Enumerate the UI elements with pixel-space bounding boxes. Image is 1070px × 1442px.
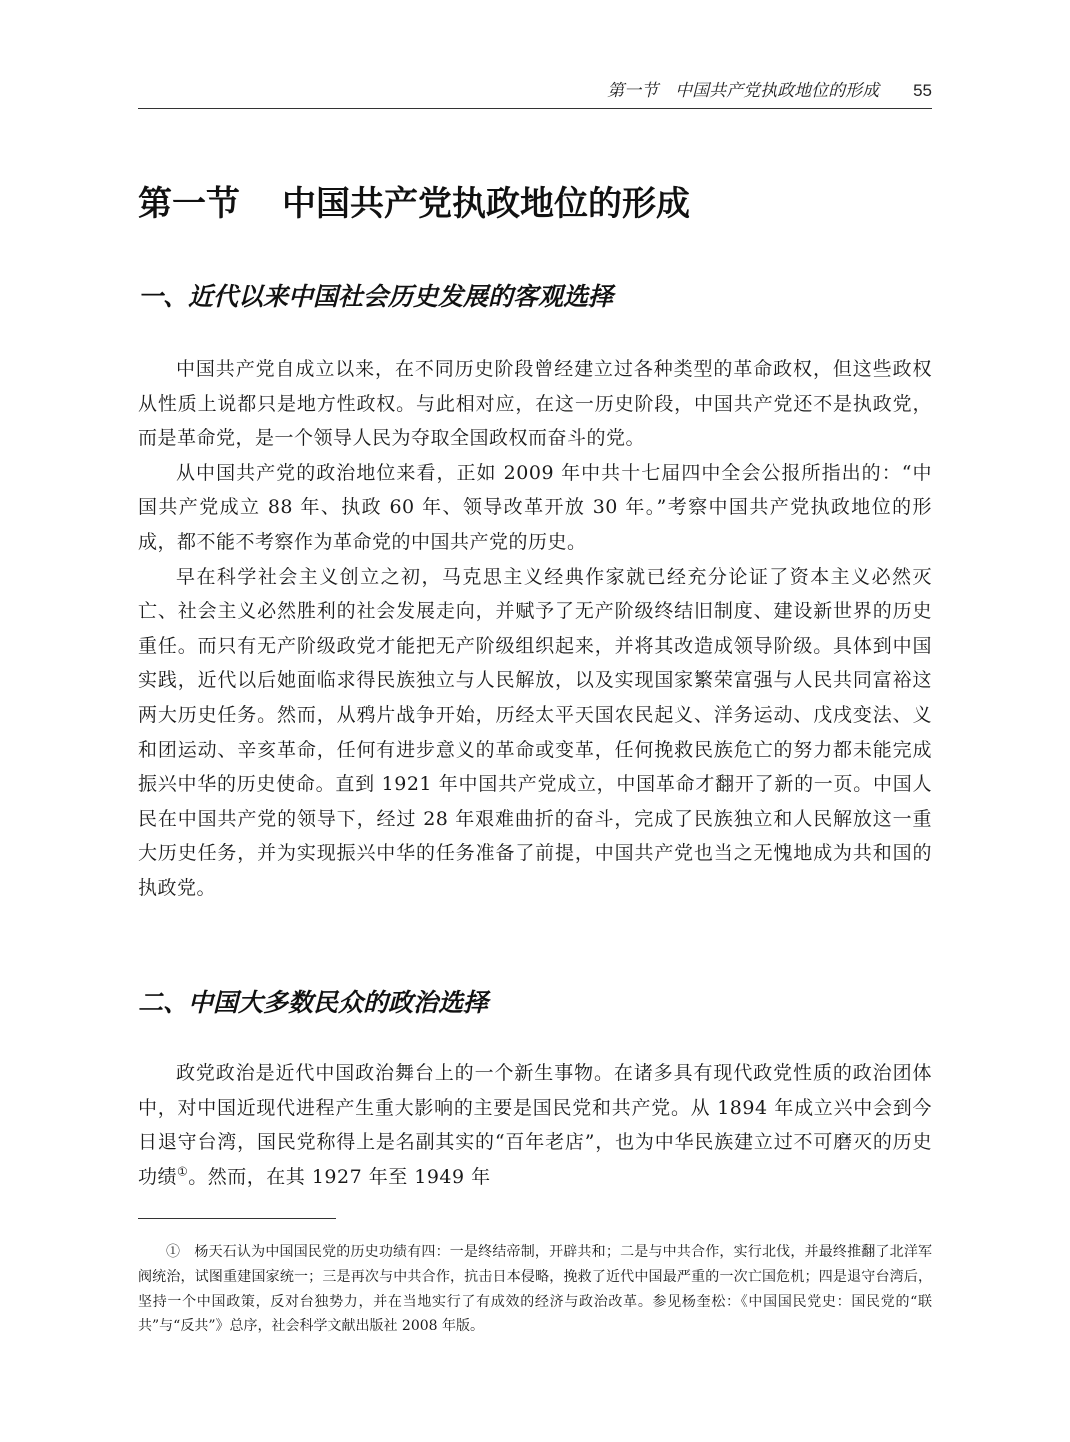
paragraph-text: 政党政治是近代中国政治舞台上的一个新生事物。在诸多具有现代政党性质的政治团体中，对中国近现代进程产生重大影响的主要是国民党和共产党。从 1894 年成立兴中会到今日退守台湾，国民党称得上是名副其实的“百年老店”，也为中华民族建立过不可磨灭的历史功绩 xyxy=(138,1062,932,1188)
section-title-text: 中国共产党执政地位的形成 xyxy=(282,184,690,224)
footnote xyxy=(138,1240,932,1339)
paragraph: 早在科学社会主义创立之初，马克思主义经典作家就已经充分论证了资本主义必然灭亡、社会主义必然胜利的社会发展走向，并赋予了无产阶级终结旧制度、建设新世界的历史重任。而只有无产阶级政党才能把无产阶级组织起来，并将其改造成领导阶级。具体到中国实践，近代以后她面临求得民族独立与人民解放，以及实现国家繁荣富强与人民共同富裕这两大历史任务。然而，从鸦片战争开始，历经太平天国农民起义、洋务运动、戊戌变法、义和团运动、辛亥革命，任何有进步意义的革命或变革，任何挽救民族危亡的努力都未能完成振兴中华的历史使命。直到 1921 年中国共产党成立，中国革命才翻开了新的一页。中国人民在中国共产党的领导下，经过 28 年艰难曲折的奋斗，完成了民族独立和人民解放这一重大历史任务，并为实现振兴中华的任务准备了前提，中国共产党也当之无愧地成为共和国的执政党。 xyxy=(138,565,932,899)
page-number: 55 xyxy=(913,81,932,100)
subsection-2-body xyxy=(138,1056,932,1194)
footnote-divider xyxy=(138,1218,336,1219)
footnote-reference[interactable]: ① xyxy=(177,1164,189,1179)
running-header-title: 第一节 中国共产党执政地位的形成 xyxy=(607,81,880,101)
running-header xyxy=(138,78,932,109)
subheading-1: 一、近代以来中国社会历史发展的客观选择 xyxy=(138,282,614,311)
section-number: 第一节 xyxy=(138,184,240,224)
footnote-marker: ① xyxy=(166,1244,181,1260)
paragraph: 从中国共产党的政治地位来看，正如 2009 年中共十七届四中全会公报所指出的：“中国共产党成立 88 年、执政 60 年、领导改革开放 30 年。”考察中国共产党执政地位的形成，都不能不考察作为革命党的中国共产党的历史。 xyxy=(138,461,932,553)
paragraph-text-continued: 。然而，在其 1927 年至 1949 年 xyxy=(188,1165,491,1188)
section-title xyxy=(138,182,690,226)
paragraph xyxy=(138,1056,932,1194)
subheading-2: 二、中国大多数民众的政治选择 xyxy=(138,988,489,1017)
paragraph: 中国共产党自成立以来，在不同历史阶段曾经建立过各种类型的革命政权，但这些政权从性质上说都只是地方性政权。与此相对应，在这一历史阶段，中国共产党还不是执政党，而是革命党，是一个领导人民为夺取全国政权而奋斗的党。 xyxy=(138,358,932,450)
subsection-1-body xyxy=(138,352,932,906)
footnote-text: 杨天石认为中国国民党的历史功绩有四：一是终结帝制，开辟共和；二是与中共合作，实行北伐，并最终推翻了北洋军阀统治，试图重建国家统一；三是再次与中共合作，抗击日本侵略，挽救了近代中国最严重的一次亡国危机；四是退守台湾后，坚持一个中国政策，反对台独势力，并在当地实行了有成效的经济与政治改革。参见杨奎松：《中国国民党史：国民党的“联共”与“反共”》总序，社会科学文献出版社 2008 年版。 xyxy=(138,1244,933,1335)
